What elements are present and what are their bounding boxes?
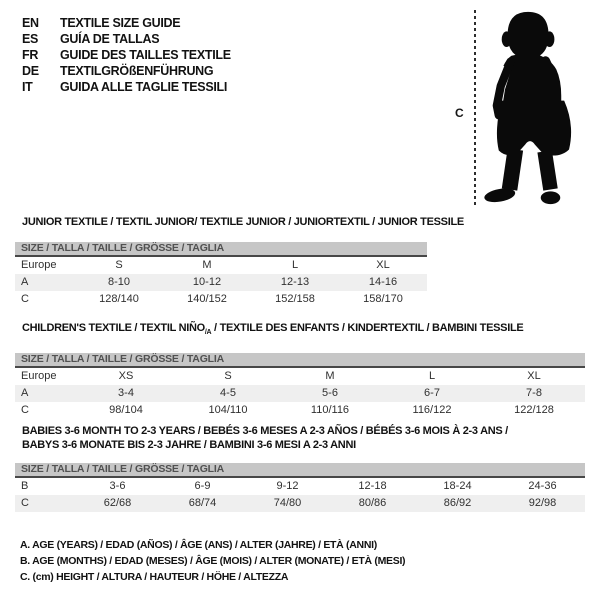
section-title-line bbox=[22, 438, 585, 452]
table-cell: 12-18 bbox=[358, 480, 387, 492]
table-cell: 5-6 bbox=[322, 387, 338, 400]
title-segment: JUNIOR TEXTILE / TEXTIL JUNIOR/ TEXTILE JUNIOR / JUNIORTEXTIL / JUNIOR TESSILE bbox=[22, 216, 464, 228]
table-cell: 98/104 bbox=[109, 404, 143, 417]
language-row bbox=[22, 15, 231, 31]
language-title: TEXTILGRÖßENFÜHRUNG bbox=[60, 64, 214, 78]
footnote: C. (cm) HEIGHT / ALTURA / HAUTEUR / HÖHE / ALTEZZA bbox=[20, 571, 289, 583]
table-cell: 74/80 bbox=[273, 497, 302, 509]
footnotes bbox=[20, 537, 405, 585]
size-section bbox=[15, 424, 585, 512]
language-code: DE bbox=[22, 64, 39, 78]
row-label: B bbox=[21, 480, 29, 492]
section-title bbox=[22, 424, 585, 452]
table-row bbox=[15, 274, 427, 291]
table-cell: XL bbox=[527, 370, 541, 383]
table-cell: 62/68 bbox=[103, 497, 132, 509]
table-cell: 6-7 bbox=[424, 387, 440, 400]
table-cell: 140/152 bbox=[187, 293, 227, 305]
table-cell: 122/128 bbox=[514, 404, 554, 417]
language-title: TEXTILE SIZE GUIDE bbox=[60, 16, 181, 30]
table-cell: 18-24 bbox=[443, 480, 472, 492]
section-title bbox=[22, 215, 585, 229]
section-title-line bbox=[22, 321, 585, 340]
title-segment: CHILDREN'S TEXTILE / TEXTIL NIÑO bbox=[22, 322, 205, 334]
row-label: C bbox=[21, 497, 29, 509]
size-section bbox=[15, 215, 585, 308]
baby-silhouette-image bbox=[483, 8, 578, 208]
size-table-body bbox=[15, 368, 585, 419]
size-table bbox=[15, 463, 585, 512]
language-title: GUÍA DE TALLAS bbox=[60, 32, 160, 46]
height-measure-dashed-line bbox=[474, 10, 476, 207]
section-title bbox=[22, 321, 585, 340]
table-cell: 128/140 bbox=[99, 293, 139, 305]
size-table-header: SIZE / TALLA / TAILLE / GRÖSSE / TAGLIA bbox=[15, 353, 585, 368]
language-code: EN bbox=[22, 16, 39, 30]
table-row bbox=[15, 402, 585, 419]
table-cell: 24-36 bbox=[528, 480, 557, 492]
table-cell: 7-8 bbox=[526, 387, 542, 400]
table-cell: 10-12 bbox=[192, 276, 222, 288]
table-cell: 3-6 bbox=[109, 480, 126, 492]
language-title: GUIDA ALLE TAGLIE TESSILI bbox=[60, 80, 228, 94]
language-code: FR bbox=[22, 48, 39, 62]
table-cell: M bbox=[325, 370, 335, 383]
row-label: A bbox=[21, 387, 29, 400]
height-measure-label: C bbox=[455, 106, 464, 120]
size-table-body bbox=[15, 478, 585, 512]
size-table-body bbox=[15, 257, 427, 308]
table-cell: M bbox=[202, 259, 212, 271]
row-label: Europe bbox=[21, 259, 57, 271]
language-row bbox=[22, 31, 231, 47]
table-row bbox=[15, 385, 585, 402]
size-table bbox=[15, 353, 585, 419]
language-row bbox=[22, 79, 231, 95]
table-row bbox=[15, 257, 427, 274]
language-title: GUIDE DES TAILLES TEXTILE bbox=[60, 48, 231, 62]
language-row bbox=[22, 63, 231, 79]
footnote: B. AGE (MONTHS) / EDAD (MESES) / ÂGE (MOIS) / ALTER (MONATE) / ETÀ (MESI) bbox=[20, 555, 406, 567]
table-row bbox=[15, 478, 585, 495]
table-cell: 68/74 bbox=[188, 497, 217, 509]
language-code: ES bbox=[22, 32, 39, 46]
table-cell: 92/98 bbox=[528, 497, 557, 509]
table-cell: 110/116 bbox=[310, 404, 350, 417]
table-cell: L bbox=[291, 259, 299, 271]
section-title-line bbox=[22, 215, 585, 229]
title-segment: / TEXTILE DES ENFANTS / KINDERTEXTIL / BAMBINI TESSILE bbox=[211, 322, 524, 334]
table-cell: L bbox=[428, 370, 436, 383]
table-cell: 3-4 bbox=[118, 387, 134, 400]
table-cell: 9-12 bbox=[276, 480, 299, 492]
title-segment: BABYS 3-6 MONATE BIS 2-3 JAHRE / BAMBINI 3-6 MESI A 2-3 ANNI bbox=[22, 439, 356, 451]
table-cell: 4-5 bbox=[220, 387, 236, 400]
table-cell: 116/122 bbox=[412, 404, 452, 417]
table-cell: S bbox=[224, 370, 232, 383]
language-row bbox=[22, 47, 231, 63]
table-cell: 104/110 bbox=[208, 404, 248, 417]
size-table bbox=[15, 242, 427, 308]
row-label: Europe bbox=[21, 370, 57, 383]
row-label: C bbox=[21, 404, 29, 417]
table-cell: 152/158 bbox=[275, 293, 315, 305]
table-row bbox=[15, 495, 585, 512]
table-cell: XL bbox=[376, 259, 390, 271]
table-cell: 6-9 bbox=[194, 480, 211, 492]
table-cell: 14-16 bbox=[368, 276, 398, 288]
size-table-header: SIZE / TALLA / TAILLE / GRÖSSE / TAGLIA bbox=[15, 242, 427, 257]
table-cell: 8-10 bbox=[107, 276, 131, 288]
title-segment: /A bbox=[204, 329, 212, 337]
row-label: C bbox=[21, 293, 29, 305]
table-cell: 80/86 bbox=[358, 497, 387, 509]
size-table-header: SIZE / TALLA / TAILLE / GRÖSSE / TAGLIA bbox=[15, 463, 585, 478]
table-cell: XS bbox=[118, 370, 134, 383]
table-row bbox=[15, 368, 585, 385]
row-label: A bbox=[21, 276, 29, 288]
table-cell: 86/92 bbox=[443, 497, 472, 509]
size-section bbox=[15, 321, 585, 419]
title-segment: BABIES 3-6 MONTH TO 2-3 YEARS / BEBÉS 3-6 MESES A 2-3 AÑOS / BÉBÉS 3-6 MOIS À 2-3 ANS / bbox=[22, 425, 508, 437]
language-list bbox=[22, 15, 231, 95]
table-cell: 158/170 bbox=[363, 293, 403, 305]
language-code: IT bbox=[22, 80, 33, 94]
footnote: A. AGE (YEARS) / EDAD (AÑOS) / ÂGE (ANS) / ALTER (JAHRE) / ETÀ (ANNI) bbox=[20, 539, 377, 551]
table-row bbox=[15, 291, 427, 308]
table-cell: 12-13 bbox=[280, 276, 310, 288]
section-title-line bbox=[22, 424, 585, 438]
table-cell: S bbox=[115, 259, 123, 271]
